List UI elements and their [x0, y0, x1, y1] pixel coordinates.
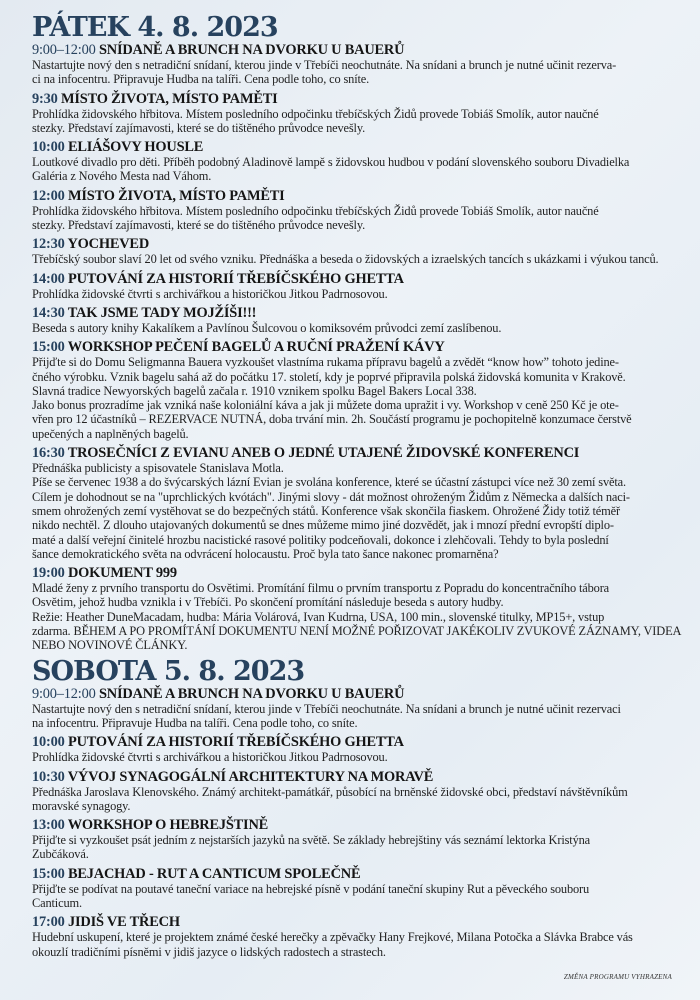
event-time: 12:00	[32, 187, 65, 204]
event-title: BEJACHAD - RUT A CANTICUM SPOLEČNĚ	[67, 865, 361, 882]
description-line: vřen pro 12 účastníků – REZERVACE NUTNÁ, doba trvání min. 2h. Součástí programu je pochopitelně konzumace čerstvě	[32, 412, 632, 427]
event-description	[32, 252, 680, 266]
event-description	[32, 107, 680, 136]
program-event	[32, 237, 680, 266]
description-line: Třebíčský soubor slaví 20 let od svého vzniku. Přednáška a beseda o židovských a izraelských tancích s ukázkami i výukou tanců.	[32, 252, 659, 267]
description-line: Prohlídka židovské čtvrti s archivářkou a historičkou Jitkou Padrnosovou.	[32, 286, 388, 301]
event-title: DOKUMENT 999	[67, 565, 177, 582]
event-title: PUTOVÁNÍ ZA HISTORIÍ TŘEBÍČSKÉHO GHETTA	[67, 270, 404, 287]
event-description	[32, 321, 680, 335]
event-title: PUTOVÁNÍ ZA HISTORIÍ TŘEBÍČSKÉHO GHETTA	[67, 734, 404, 751]
event-description	[32, 930, 680, 959]
program-event	[32, 92, 680, 136]
event-time: 14:30	[32, 304, 65, 321]
event-time: 9:00–12:00	[32, 42, 96, 58]
description-line: Jako bonus prozradíme jak vzniká naše koloniální káva a jak ji můžete doma upražit i vy. Workshop v ceně 250 Kč je ote-	[32, 398, 619, 413]
event-description	[32, 58, 680, 87]
event-title: TAK JSME TADY MOJŽÍŠI!!!	[67, 304, 257, 321]
description-line: šance demokratického světa na odvrácení holocaustu. Proč byla tato šance nakonec promarněna?	[32, 546, 499, 561]
program-event	[32, 818, 680, 862]
event-header	[32, 818, 680, 833]
description-line: Nastartujte nový den s netradiční snídaní, kterou jinde v Třebíči neochutnáte. Na snídani a brunch je nutné učinit rezervaci	[32, 701, 621, 716]
description-line: Přijďte si vyzkoušet psát jedním z nejstarších jazyků na světě. Se základy hebrejštiny vás seznámí lektorka Kristýna	[32, 833, 591, 848]
program-event	[32, 566, 680, 652]
event-time: 9:30	[32, 90, 58, 107]
program-event	[32, 43, 680, 87]
description-line: NEBO NOVINOVÉ ČLÁNKY.	[32, 638, 188, 653]
description-line: Galéria z Nového Mesta nad Váhom.	[32, 169, 212, 184]
event-title: ELIÁŠOVY HOUSLE	[67, 139, 204, 156]
event-description	[32, 155, 680, 184]
description-line: Režie: Heather DuneMacadam, hudba: Mária Volárová, Ivan Kudrna, USA, 100 min., slovenské titulky, MP15+, vstup	[32, 609, 605, 624]
description-line: smem ohrožených zemí vystěhovat se do bezpečných států. Konference však skončila fiaskem. Ohrožené Židy totiž téměř	[32, 503, 620, 518]
program-event	[32, 770, 680, 814]
program-event	[32, 446, 680, 561]
event-description	[32, 750, 680, 764]
event-description	[32, 882, 680, 911]
description-line: Hudební uskupení, které je projektem známé české herečky a zpěvačky Hany Frejkové, Milana Potočka a Slávka Brabce vás	[32, 930, 633, 945]
description-line: maté a další veřejní činitelé hrozbu nacistické rasové politiky podceňovali, dokonce i zlehčovali. Tehdy to byla poslední	[32, 532, 609, 547]
event-time: 17:00	[32, 914, 65, 931]
description-line: ci na infocentru. Připravuje Hudba na talíři. Cena podle toho, co sníte.	[32, 72, 370, 87]
description-line: nikdo nechtěl. Z dlouho utajovaných dokumentů se dnes můžeme mimo jiné dozvědět, jak i mnozí přední evropští diplo-	[32, 518, 614, 533]
event-description	[32, 355, 680, 441]
program-event	[32, 915, 680, 959]
event-header	[32, 867, 680, 882]
program-event	[32, 306, 680, 335]
event-header	[32, 43, 680, 58]
description-line: Osvětim, jehož hudba vznikla i v Třebíči. Po skončení promítání následuje beseda s autory hudby.	[32, 595, 504, 610]
event-header	[32, 735, 680, 750]
event-header	[32, 272, 680, 287]
description-line: Loutkové divadlo pro děti. Příběh podobný Aladinově lampě s židovskou hudbou v podání slovenského souboru Divadielka	[32, 155, 630, 170]
event-header	[32, 306, 680, 321]
event-time: 16:30	[32, 445, 65, 462]
description-line: moravské synagogy.	[32, 798, 131, 813]
event-header	[32, 189, 680, 204]
event-time: 10:30	[32, 768, 65, 785]
description-line: Přijďte se podívat na poutavé taneční variace na hebrejské písně v podání taneční skupiny Rut a pěveckého souboru	[32, 881, 590, 896]
description-line: Prohlídka židovské čtvrti s archivářkou a historičkou Jitkou Padrnosovou.	[32, 750, 388, 765]
event-time: 13:00	[32, 817, 65, 834]
event-title: SNÍDANĚ A BRUNCH NA DVORKU U BAUERŮ	[98, 685, 405, 702]
event-title: JIDIŠ VE TŘECH	[67, 914, 180, 931]
event-description	[32, 702, 680, 731]
description-line: Píše se červenec 1938 a do švýcarských lázní Evian je svolána konference, které se účastní zástupci více než 30 zemí světa.	[32, 475, 626, 490]
day-section	[32, 14, 680, 653]
description-line: Prohlídka židovského hřbitova. Místem posledního odpočinku třebíčských Židů provede Tobiáš Smolík, autor naučné	[32, 106, 599, 121]
event-description	[32, 287, 680, 301]
description-line: Přednáška publicisty a spisovatele Stanislava Motla.	[32, 461, 284, 476]
event-description	[32, 785, 680, 814]
event-time: 12:30	[32, 236, 65, 253]
program-event	[32, 735, 680, 764]
day-heading: SOBOTA 5. 8. 2023	[32, 655, 305, 687]
event-title: MÍSTO ŽIVOTA, MÍSTO PAMĚTI	[61, 90, 278, 107]
event-time: 15:00	[32, 339, 65, 356]
event-title: WORKSHOP PEČENÍ BAGELŮ A RUČNÍ PRAŽENÍ KÁVY	[67, 339, 445, 356]
event-header	[32, 237, 680, 252]
event-header	[32, 770, 680, 785]
event-title: VÝVOJ SYNAGOGÁLNÍ ARCHITEKTURY NA MORAVĚ	[67, 768, 434, 785]
description-line: na infocentru. Připravuje Hudba na talíři. Cena podle toho, co sníte.	[32, 715, 358, 730]
event-header	[32, 140, 680, 155]
description-line: okouzlí tradičními písněmi v jidiš jazyce o lidských radostech a strastech.	[32, 944, 386, 959]
event-title: MÍSTO ŽIVOTA, MÍSTO PAMĚTI	[67, 187, 285, 204]
event-description	[32, 581, 680, 652]
description-line: Beseda s autory knihy Kakalíkem a Pavlínou Šulcovou o komiksovém průvodci zemí zaslíbenou.	[32, 320, 502, 335]
event-title: SNÍDANĚ A BRUNCH NA DVORKU U BAUERŮ	[98, 42, 405, 58]
event-description	[32, 461, 680, 561]
description-line: stezky. Představí zajímavosti, které se do tištěného průvodce nevešly.	[32, 120, 366, 135]
event-header	[32, 687, 680, 702]
program-event	[32, 867, 680, 911]
program-event	[32, 687, 680, 731]
event-time: 15:00	[32, 865, 65, 882]
description-line: Zubčáková.	[32, 847, 89, 862]
description-line: upečených a naplněných bagelů.	[32, 426, 189, 441]
program-event	[32, 189, 680, 233]
event-description	[32, 204, 680, 233]
description-line: Přednáška Jaroslava Klenovského. Známý architekt-památkář, působící na brněnské židovské obci, představí návštěvníkům	[32, 784, 628, 799]
description-line: Přijďte si do Domu Seligmanna Bauera vyzkoušet vlastníma rukama přípravu bagelů a zvědět “know how” tohoto jedine-	[32, 355, 619, 370]
event-title: TROSEČNÍCI Z EVIANU ANEB O JEDNÉ UTAJENÉ ŽIDOVSKÉ KONFERENCI	[67, 445, 580, 462]
program-change-note: ZMĚNA PROGRAMU VYHRAZENA	[563, 973, 672, 981]
event-header	[32, 446, 680, 461]
event-time: 14:00	[32, 270, 65, 287]
event-description	[32, 833, 680, 862]
description-line: Canticum.	[32, 895, 82, 910]
description-line: Slavná tradice Newyorských bagelů začala r. 1910 vznikem spolku Bagel Bakers Local 338.	[32, 383, 477, 398]
event-header	[32, 92, 680, 107]
event-title: WORKSHOP O HEBREJŠTINĚ	[67, 817, 269, 834]
event-time: 9:00–12:00	[32, 685, 96, 702]
event-time: 10:00	[32, 734, 65, 751]
program-event	[32, 140, 680, 184]
event-time: 10:00	[32, 139, 65, 156]
description-line: čného výrobku. Vznik bagelu sahá až do počátku 17. století, kdy je poprvé připravila polská židovská komunita v Krakově.	[32, 369, 626, 384]
description-line: stezky. Představí zajímavosti, které se do tištěného průvodce nevešly.	[32, 218, 366, 233]
description-line: Cílem je dohodnout se na "uprchlických kvótách". Jinými slovy - dát možnost ohroženým Židům z Německa a dalších naci-	[32, 489, 630, 504]
description-line: zdarma. BĚHEM A PO PROMÍTÁNÍ DOKUMENTU NENÍ MOŽNÉ POŘIZOVAT JAKÉKOLIV ZVUKOVÉ ZÁZNAMY, VIDEA	[32, 624, 682, 639]
description-line: Mladé ženy z prvního transportu do Osvětimi. Promítání filmu o prvním transportu z Popradu do koncentračního tábora	[32, 581, 610, 596]
day-heading: PÁTEK 4. 8. 2023	[32, 12, 278, 43]
program-event	[32, 340, 680, 441]
event-time: 19:00	[32, 565, 65, 582]
program-event	[32, 272, 680, 301]
description-line: Nastartujte nový den s netradiční snídaní, kterou jinde v Třebíči neochutnáte. Na snídani a brunch je nutné učinit rezerva-	[32, 58, 617, 72]
description-line: Prohlídka židovského hřbitova. Místem posledního odpočinku třebíčských Židů provede Tobiáš Smolík, autor naučné	[32, 203, 599, 218]
event-title: YOCHEVED	[67, 236, 150, 253]
day-section	[32, 655, 680, 959]
event-header	[32, 340, 680, 355]
event-header	[32, 915, 680, 930]
event-header	[32, 566, 680, 581]
